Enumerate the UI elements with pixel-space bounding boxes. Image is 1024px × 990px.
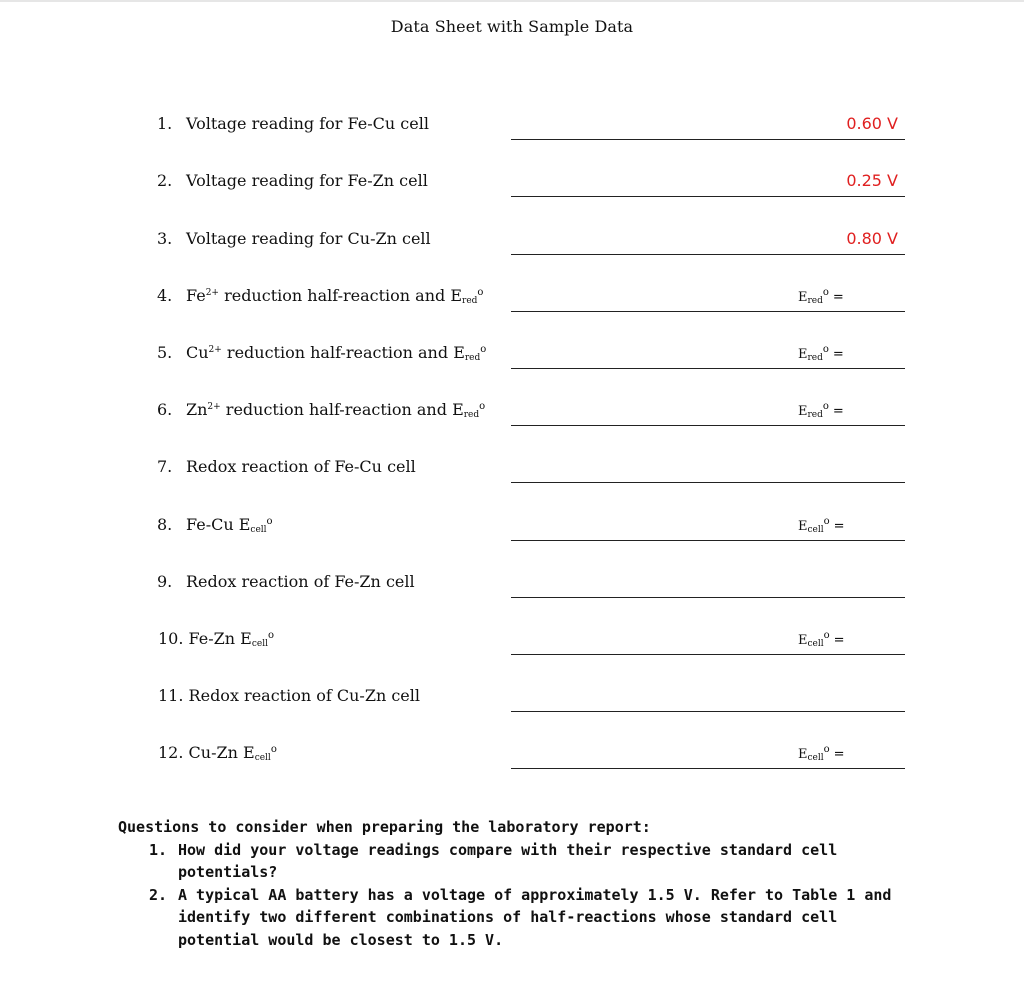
question-1	[118, 839, 918, 884]
item-number: 5.	[157, 343, 173, 362]
item-2	[0, 171, 1024, 211]
e-subscript: cell	[250, 525, 267, 535]
answer-line	[511, 368, 905, 369]
answer-line	[511, 196, 905, 197]
label-text: Fe-Zn E	[188, 629, 252, 648]
item-number: 7.	[157, 457, 173, 476]
item-number: 11.	[158, 686, 184, 705]
ion-charge: 2+	[205, 288, 219, 298]
e-subscript: cell	[251, 639, 268, 649]
item-8	[0, 515, 1024, 555]
ion-symbol: Fe	[186, 286, 206, 305]
item-number: 2.	[157, 171, 173, 190]
item-4	[0, 286, 1024, 326]
item-number: 12.	[158, 743, 184, 762]
item-number: 10.	[158, 629, 184, 648]
item-7	[0, 457, 1024, 497]
question-text: How did your voltage readings compare with their respective standard cell potentials?	[178, 840, 838, 881]
answer-line	[511, 139, 905, 140]
ecell-fill-prompt: $E_{cell}^o$ =	[798, 516, 845, 535]
answer-line	[511, 768, 905, 769]
label-text: reduction half-reaction and E	[221, 343, 465, 362]
e-subscript: red	[462, 296, 478, 306]
item-label	[158, 686, 420, 705]
answer-line	[511, 311, 905, 312]
item-number: 8.	[157, 515, 173, 534]
item-10	[0, 629, 1024, 669]
voltage-value: 0.60 V	[846, 114, 898, 133]
degree-symbol: o	[479, 401, 486, 412]
questions-heading: Questions to consider when preparing the laboratory report:	[118, 818, 651, 836]
ecell-fill-prompt: $E_{cell}^o$ =	[798, 630, 845, 649]
item-label: Voltage reading for Fe-Zn cell	[186, 171, 428, 190]
answer-line	[511, 425, 905, 426]
item-number: 6.	[157, 400, 173, 419]
ered-fill-prompt: $E_{red}^o$ =	[798, 287, 844, 306]
label-text: reduction half-reaction and E	[220, 400, 464, 419]
e-subscript: cell	[254, 753, 271, 763]
questions-section	[118, 816, 918, 951]
degree-symbol: o	[266, 516, 273, 527]
item-label	[186, 400, 485, 420]
ion-charge: 2+	[208, 345, 222, 355]
degree-symbol: o	[270, 744, 277, 755]
answer-line	[511, 711, 905, 712]
e-subscript: red	[464, 353, 481, 363]
degree-symbol: o	[480, 344, 487, 355]
item-9	[0, 572, 1024, 612]
voltage-value: 0.80 V	[846, 229, 898, 248]
question-text: A typical AA battery has a voltage of approximately 1.5 V. Refer to Table 1 and identify two different combinations of half-reactions whose standard cell potential would be closest to 1.5 V.	[178, 885, 892, 949]
item-number: 3.	[157, 229, 173, 248]
item-label	[186, 515, 273, 535]
page-title: Data Sheet with Sample Data	[390, 17, 634, 36]
item-label: Redox reaction of Fe-Zn cell	[186, 572, 415, 591]
item-label: Redox reaction of Fe-Cu cell	[186, 457, 416, 476]
answer-line	[511, 482, 905, 483]
item-label	[158, 629, 274, 649]
answer-line	[511, 654, 905, 655]
voltage-value: 0.25 V	[846, 171, 898, 190]
ered-fill-prompt: $E_{red}^o$ =	[798, 401, 844, 420]
item-12	[0, 743, 1024, 783]
item-6	[0, 400, 1024, 440]
ion-symbol: Zn	[186, 400, 208, 419]
item-11	[0, 686, 1024, 726]
item-number: 1.	[157, 114, 173, 133]
question-number: 2.	[149, 885, 168, 904]
question-number: 1.	[149, 840, 168, 859]
e-subscript: red	[463, 410, 480, 420]
item-label	[186, 286, 483, 306]
answer-line	[511, 254, 905, 255]
page-top-border	[0, 0, 1024, 2]
item-label	[186, 343, 486, 363]
item-number: 9.	[157, 572, 173, 591]
label-text: Fe-Cu E	[186, 515, 251, 534]
label-text: Redox reaction of Cu-Zn cell	[188, 686, 420, 705]
item-3	[0, 229, 1024, 269]
degree-symbol: o	[267, 630, 274, 641]
answer-line	[511, 597, 905, 598]
ion-charge: 2+	[207, 402, 221, 412]
item-number: 4.	[157, 286, 173, 305]
item-label: Voltage reading for Cu-Zn cell	[186, 229, 431, 248]
ecell-fill-prompt: $E_{cell}^o$ =	[798, 744, 845, 763]
ered-fill-prompt: $E_{red}^o$ =	[798, 344, 844, 363]
label-text: reduction half-reaction and E	[218, 286, 463, 305]
question-2	[118, 884, 918, 952]
ion-symbol: Cu	[186, 343, 209, 362]
item-label: Voltage reading for Fe-Cu cell	[186, 114, 429, 133]
item-1	[0, 114, 1024, 154]
degree-symbol: o	[477, 287, 484, 298]
label-text: Cu-Zn E	[188, 743, 255, 762]
item-5	[0, 343, 1024, 383]
item-label	[158, 743, 277, 763]
answer-line	[511, 540, 905, 541]
